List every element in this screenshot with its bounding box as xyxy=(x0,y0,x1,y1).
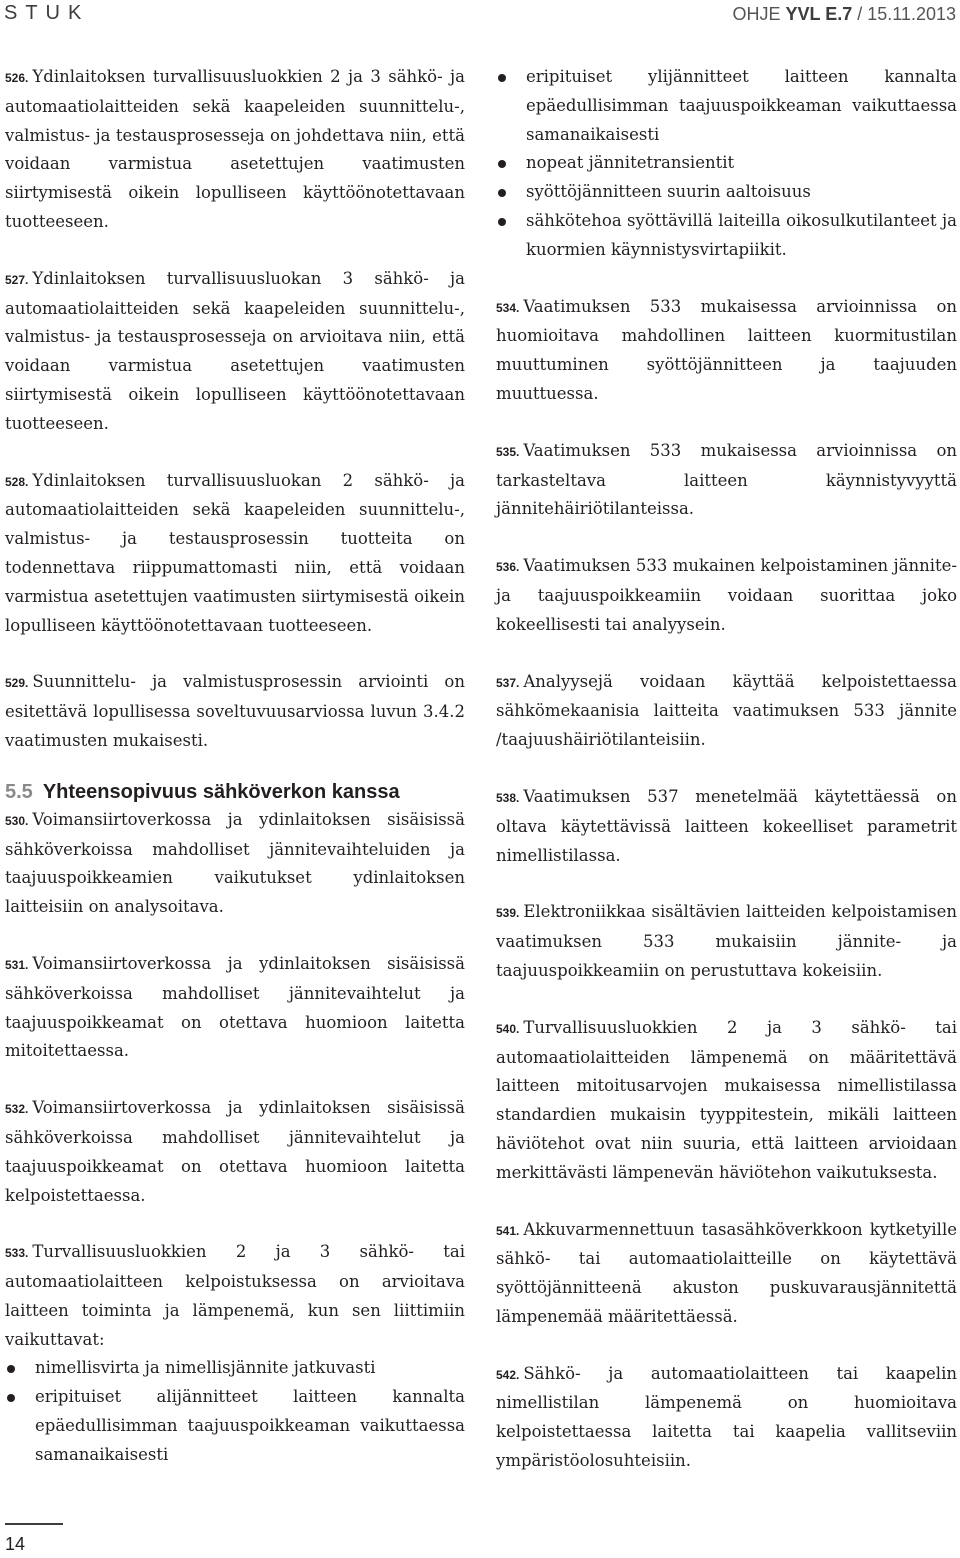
paragraph-number: 539. xyxy=(496,906,520,921)
paragraph-text: Turvallisuusluokkien 2 ja 3 sähkö- tai automaatiolaitteen kelpoistuksessa on arvioitava laitteen toiminta ja lämpenemä, kun sen liittimiin vaikuttavat: xyxy=(5,1242,465,1349)
paragraph-533 xyxy=(5,1238,465,1354)
paragraph-number: 542. xyxy=(496,1367,520,1382)
paragraph-text: Voimansiirtoverkossa ja ydinlaitoksen sisäisissä sähköverkoissa mahdolliset jännitevaihtelut ja taajuuspoikkeamat on otettava huomioon laitetta mitoitettaessa. xyxy=(5,953,465,1061)
guide-reference xyxy=(733,4,956,25)
paragraph-text: Vaatimuksen 537 menetelmää käytettäessä on oltava käytettävissä laitteen kokeelliset parametrit nimellistilassa. xyxy=(496,786,957,865)
left-column xyxy=(5,63,465,1470)
paragraph-541 xyxy=(496,1216,957,1332)
paragraph-527 xyxy=(5,265,465,439)
paragraph-number: 529. xyxy=(5,676,29,691)
paragraph-text: Sähkö- ja automaatiolaitteen tai kaapelin nimellistilan lämpenemä on huomioitava kelpoistettaessa laitetta tai kaapelia vallitseviin ympäristöolosuhteisiin. xyxy=(496,1363,957,1471)
paragraph-534 xyxy=(496,293,957,409)
paragraph-number: 530. xyxy=(5,813,29,828)
requirement-bullet-list xyxy=(5,1354,465,1469)
paragraph-text: Ydinlaitoksen turvallisuusluokan 3 sähkö- ja automaatiolaitteiden sekä kaapeleiden suunnittelu-, valmistus- ja testausprosesseja on arvioitava niin, että voidaan varmistua asetettujen vaatimusten siirtymisestä oikein lopulliseen käyttöönotettavaan tuotteeseen. xyxy=(5,268,465,433)
list-item: syöttöjännitteen suurin aaltoisuus xyxy=(496,178,957,207)
paragraph-528 xyxy=(5,467,465,641)
paragraph-539 xyxy=(496,898,957,985)
paragraph-526 xyxy=(5,63,465,237)
paragraph-text: Elektroniikkaa sisältävien laitteiden kelpoistamisen vaatimuksen 533 mukaisiin jännite- ja taajuuspoikkeamiin on perustuttava kokeisiin. xyxy=(496,902,957,980)
paragraph-number: 526. xyxy=(5,71,29,85)
paragraph-535 xyxy=(496,437,957,524)
list-item: eripituiset ylijännitteet laitteen kannalta epäedullisimman taajuuspoikkeaman vaikuttaessa samanaikaisesti xyxy=(496,63,957,149)
list-item: eripituiset alijännitteet laitteen kannalta epäedullisimman taajuuspoikkeaman vaikuttaessa samanaikaisesti xyxy=(5,1383,465,1469)
paragraph-number: 537. xyxy=(496,675,520,690)
paragraph-number: 527. xyxy=(5,272,29,287)
brand-logo-text: STUK xyxy=(4,2,90,24)
paragraph-536 xyxy=(496,552,957,639)
paragraph-number: 533. xyxy=(5,1246,29,1261)
page-number: 14 xyxy=(5,1534,26,1554)
paragraph-532 xyxy=(5,1094,465,1210)
paragraph-text: Analyysejä voidaan käyttää kelpoistettaessa sähkömekaanisia laitteita vaatimuksen 533 jännite /taajuushäiriötilanteisiin. xyxy=(496,671,957,750)
paragraph-text: Voimansiirtoverkossa ja ydinlaitoksen sisäisissä sähköverkoissa mahdolliset jännitevaihteluiden ja taajuuspoikkeamien vaikutukset ydinlaitoksen laitteisiin on analysoitava. xyxy=(5,809,465,917)
paragraph-number: 531. xyxy=(5,957,29,972)
paragraph-531 xyxy=(5,950,465,1066)
paragraph-542 xyxy=(496,1360,957,1476)
paragraph-text: Turvallisuusluokkien 2 ja 3 sähkö- tai automaatiolaitteiden lämpenemä on määritettävä laitteen mitoitusarvojen mukaisessa nimellistilassa standardien mukaisin tyyppitestein, mikäli laitteen häviötehot ovat niin suuria, että laitteen arvioidaan merkittävästi lämpenevän häviötehon vaikutuksesta. xyxy=(496,1017,957,1182)
paragraph-number: 532. xyxy=(5,1102,29,1117)
paragraph-number: 536. xyxy=(496,560,520,575)
paragraph-text: Vaatimuksen 533 mukaisessa arvioinnissa on huomioitava mahdollinen laitteen kuormitustilan muuttuminen syöttöjännitteen ja taajuuden muuttuessa. xyxy=(496,296,957,403)
list-item: sähkötehoa syöttävillä laiteilla oikosulkutilanteet ja kuormien käynnistysvirtapiikit. xyxy=(496,207,957,265)
paragraph-number: 534. xyxy=(496,300,520,315)
paragraph-text: Voimansiirtoverkossa ja ydinlaitoksen sisäisissä sähköverkoissa mahdolliset jännitevaihtelut ja taajuuspoikkeamat on otettava huomioon laitetta kelpoistettaessa. xyxy=(5,1098,465,1205)
paragraph-text: Akkuvarmennettuun tasasähköverkkoon kytketyille sähkö- tai automaatiolaitteille on käytettävä syöttöjännitteenä akuston puskuvarausjännitettä lämpenemää määritettäessä. xyxy=(496,1219,957,1326)
list-item: nopeat jännitetransientit xyxy=(496,149,957,178)
list-item: nimellisvirta ja nimellisjännite jatkuvasti xyxy=(5,1354,465,1383)
section-title: Yhteensopivuus sähköverkon kanssa xyxy=(42,780,400,803)
right-column xyxy=(496,63,957,1504)
paragraph-number: 540. xyxy=(496,1021,520,1036)
section-heading xyxy=(5,778,465,806)
section-number: 5.5 xyxy=(5,780,33,803)
paragraph-number: 535. xyxy=(496,444,520,459)
paragraph-text: Vaatimuksen 533 mukainen kelpoistaminen jännite- ja taajuuspoikkeamiin voidaan suorittaa joko kokeellisesti tai analyysein. xyxy=(496,556,957,634)
paragraph-538 xyxy=(496,783,957,870)
paragraph-537 xyxy=(496,668,957,755)
paragraph-text: Ydinlaitoksen turvallisuusluokkien 2 ja 3 sähkö- ja automaatiolaitteiden sekä kaapeleiden suunnittelu-, valmistus- ja testausprosesseja on johdettava niin, että voidaan varmistua asetettujen vaatimusten siirtymisestä oikein lopulliseen käyttöönotettavaan tuotteeseen. xyxy=(5,67,465,231)
guide-code: YVL E.7 xyxy=(785,4,853,24)
paragraph-number: 541. xyxy=(496,1223,520,1238)
paragraph-text: Ydinlaitoksen turvallisuusluokan 2 sähkö- ja automaatiolaitteiden sekä kaapeleiden suunnittelu-, valmistus- ja testausprosessin tuotteita on todennettava riippumattomasti niin, että voidaan varmistua asetettujen vaatimusten siirtymisestä oikein lopulliseen käyttöönotettavaan tuotteeseen. xyxy=(5,470,465,635)
paragraph-number: 528. xyxy=(5,474,29,489)
paragraph-540 xyxy=(496,1014,957,1188)
paragraph-529 xyxy=(5,668,465,755)
paragraph-text: Suunnittelu- ja valmistusprosessin arviointi on esitettävä lopullisessa soveltuvuusarviossa luvun 3.4.2 vaatimusten mukaisesti. xyxy=(5,672,465,750)
guide-prefix: OHJE xyxy=(732,4,786,24)
footer-divider xyxy=(5,1523,63,1525)
paragraph-530 xyxy=(5,806,465,922)
paragraph-number: 538. xyxy=(496,790,520,805)
paragraph-text: Vaatimuksen 533 mukaisessa arvioinnissa on tarkasteltava laitteen käynnistyvyyttä jännitehäiriötilanteissa. xyxy=(496,440,957,519)
guide-date: / 15.11.2013 xyxy=(852,4,956,24)
requirement-bullet-list-continued xyxy=(496,63,957,265)
